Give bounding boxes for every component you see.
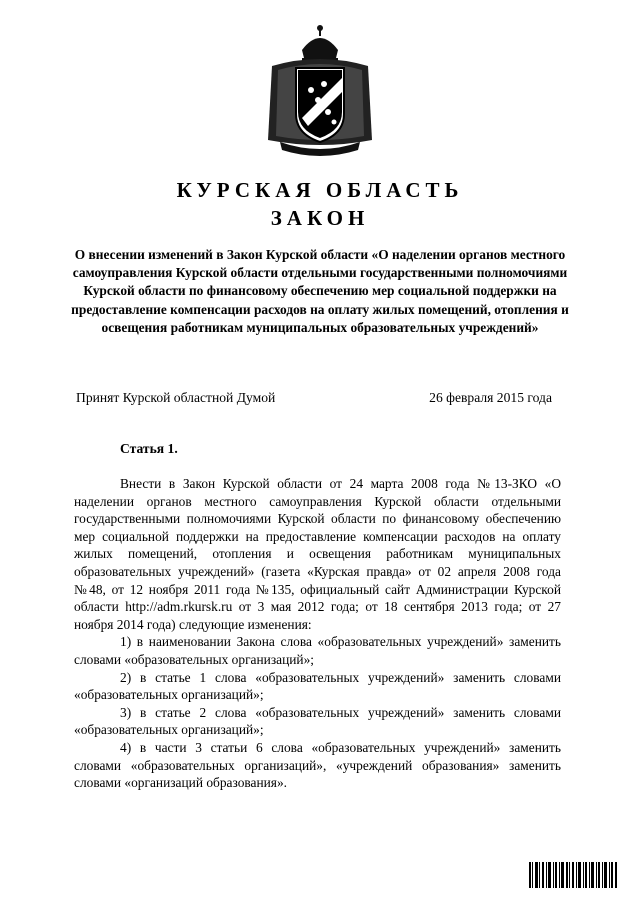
article-heading: Статья 1. <box>120 441 178 456</box>
barcode-icon <box>529 862 617 888</box>
paragraph: 1) в наименовании Закона слова «образовательных учреждений» заменить словами «образовательных организаций»; <box>74 634 561 667</box>
paragraph: 3) в статье 2 слова «образовательных учреждений» заменить словами «образовательных организаций»; <box>74 704 561 738</box>
paragraph: Внести в Закон Курской области от 24 марта 2008 года №13-ЗКО «О наделении органов местного самоуправления Курской области отдельными государственными полномочиями Курской области по финансовому обеспечению мер социальной поддержки на предоставление компенсации расходов на оплату жилых помещений, отопления и освещения работникам муниципальных образовательных учреждений» (газета «Курская правда» от 02 апреля 2008 года №48, от 12 ноября 2011 года №135, официальный сайт Администрации Курской области http://adm.rkursk.ru от 3 мая 2012 года; от 18 сентября 2013 года; от 27 ноября 2014 года) следующие изменения: <box>74 476 561 632</box>
paragraph: 2) в статье 1 слова «образовательных учреждений» заменить словами «образовательных организаций»; <box>74 669 561 703</box>
adopted-date: 26 февраля 2015 года <box>429 390 552 405</box>
paragraph: 4) в части 3 статьи 6 слова «образовательных учреждений» заменить словами «образовательных организаций», «учреждений образования» заменить словами «организаций образования». <box>74 739 561 791</box>
law-title: О внесении изменений в Закон Курской области «О наделении органов местного самоуправления Курской области отдельными государственными полномочиями Курской области по финансовому обеспечению мер социальной поддержки на предоставление компенсации расходов на оплату жилых помещений, отопления и освещения работникам муниципальных образовательных учреждений» <box>71 247 569 335</box>
adopted-by: Принят Курской областной Думой <box>76 390 276 405</box>
region-title: КУРСКАЯ ОБЛАСТЬ <box>176 178 464 202</box>
coat-of-arms-icon <box>262 22 378 164</box>
article-body <box>74 475 561 792</box>
document-type: ЗАКОН <box>270 206 370 230</box>
